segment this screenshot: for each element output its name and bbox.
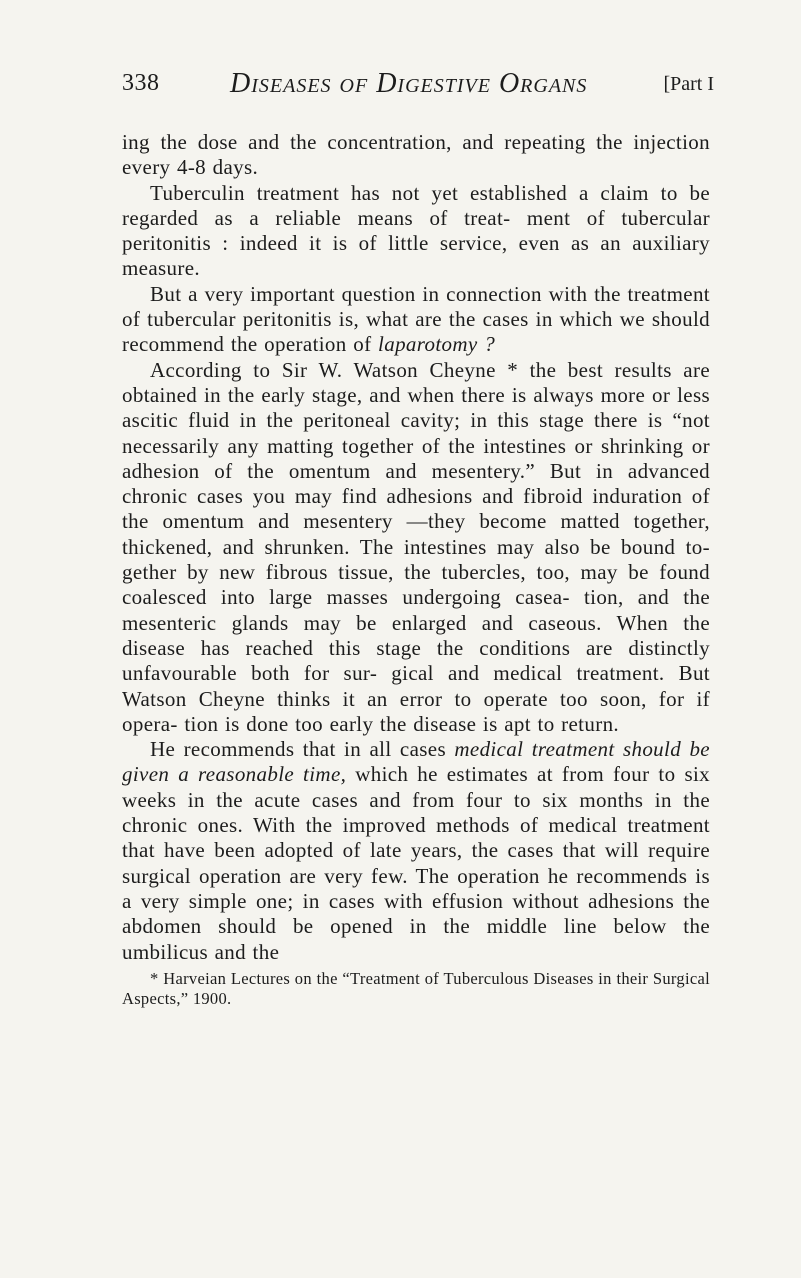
paragraph-5-text-end: which he estimates at from four to six weeks in the acute cases and from four to six months in the chronic ones. With the improved methods of medical treatment that have been adopted of late years, the cases that will require surgical operation are very few. The operation he recommends is a very simple one; in cases with effusion without adhesions the abdomen should be opened in the middle line below the umbilicus and the [122,762,710,964]
body-text [122,130,710,965]
laparotomy-term: laparotomy ? [378,332,496,357]
footnote [122,969,710,1009]
paragraph-1: ing the dose and the concentration, and repeating the injection every 4-8 days. [122,130,710,180]
running-title: Diseases of Digestive Organs [230,68,588,99]
page-header [122,68,714,114]
paragraph-2: Tuberculin treatment has not yet established a claim to be regarded as a reliable means of treat- ment of tubercular peritonitis : indeed it is of little service, even as an auxiliary measure. [122,180,710,281]
paragraph-3-text: But a very important question in connection with the treatment of tubercular peritonitis is, what are the cases in which we should recommend the operation of [122,281,710,357]
footnote-text: * Harveian Lectures on the “Treatment of Tuberculous Diseases in their Surgical Aspects,” 1900. [122,968,710,1008]
part-label: [Part I [663,73,714,95]
paragraph-4: According to Sir W. Watson Cheyne * the best results are obtained in the early stage, and when there is always more or less ascitic fluid in the peritoneal cavity; in this stage there is “not necessarily any matting together of the intestines or shrinking or adhesion of the omentum and mesentery.” But in advanced chronic cases you may find adhesions and fibroid induration of the omentum and mesentery —they become matted together, thickened, and shrunken. The intestines may also be bound to- gether by new fibrous tissue, the tubercles, too, may be found coalesced into large masses undergoing casea- tion, and the mesenteric glands may be enlarged and caseous. When the disease has reached this stage the conditions are distinctly unfavourable both for sur- gical and medical treatment. But Watson Cheyne thinks it an error to operate too soon, for if opera- tion is done too early the disease is apt to return. [122,357,710,736]
page-number: 338 [122,70,160,96]
paragraph-5-text-start: He recommends that in all cases [150,737,446,762]
paragraph-5-emphasis: medical treatment should be given a reasonable time, [122,737,710,787]
paragraph-5 [122,737,710,965]
paragraph-3 [122,282,710,358]
book-page [122,68,714,1009]
